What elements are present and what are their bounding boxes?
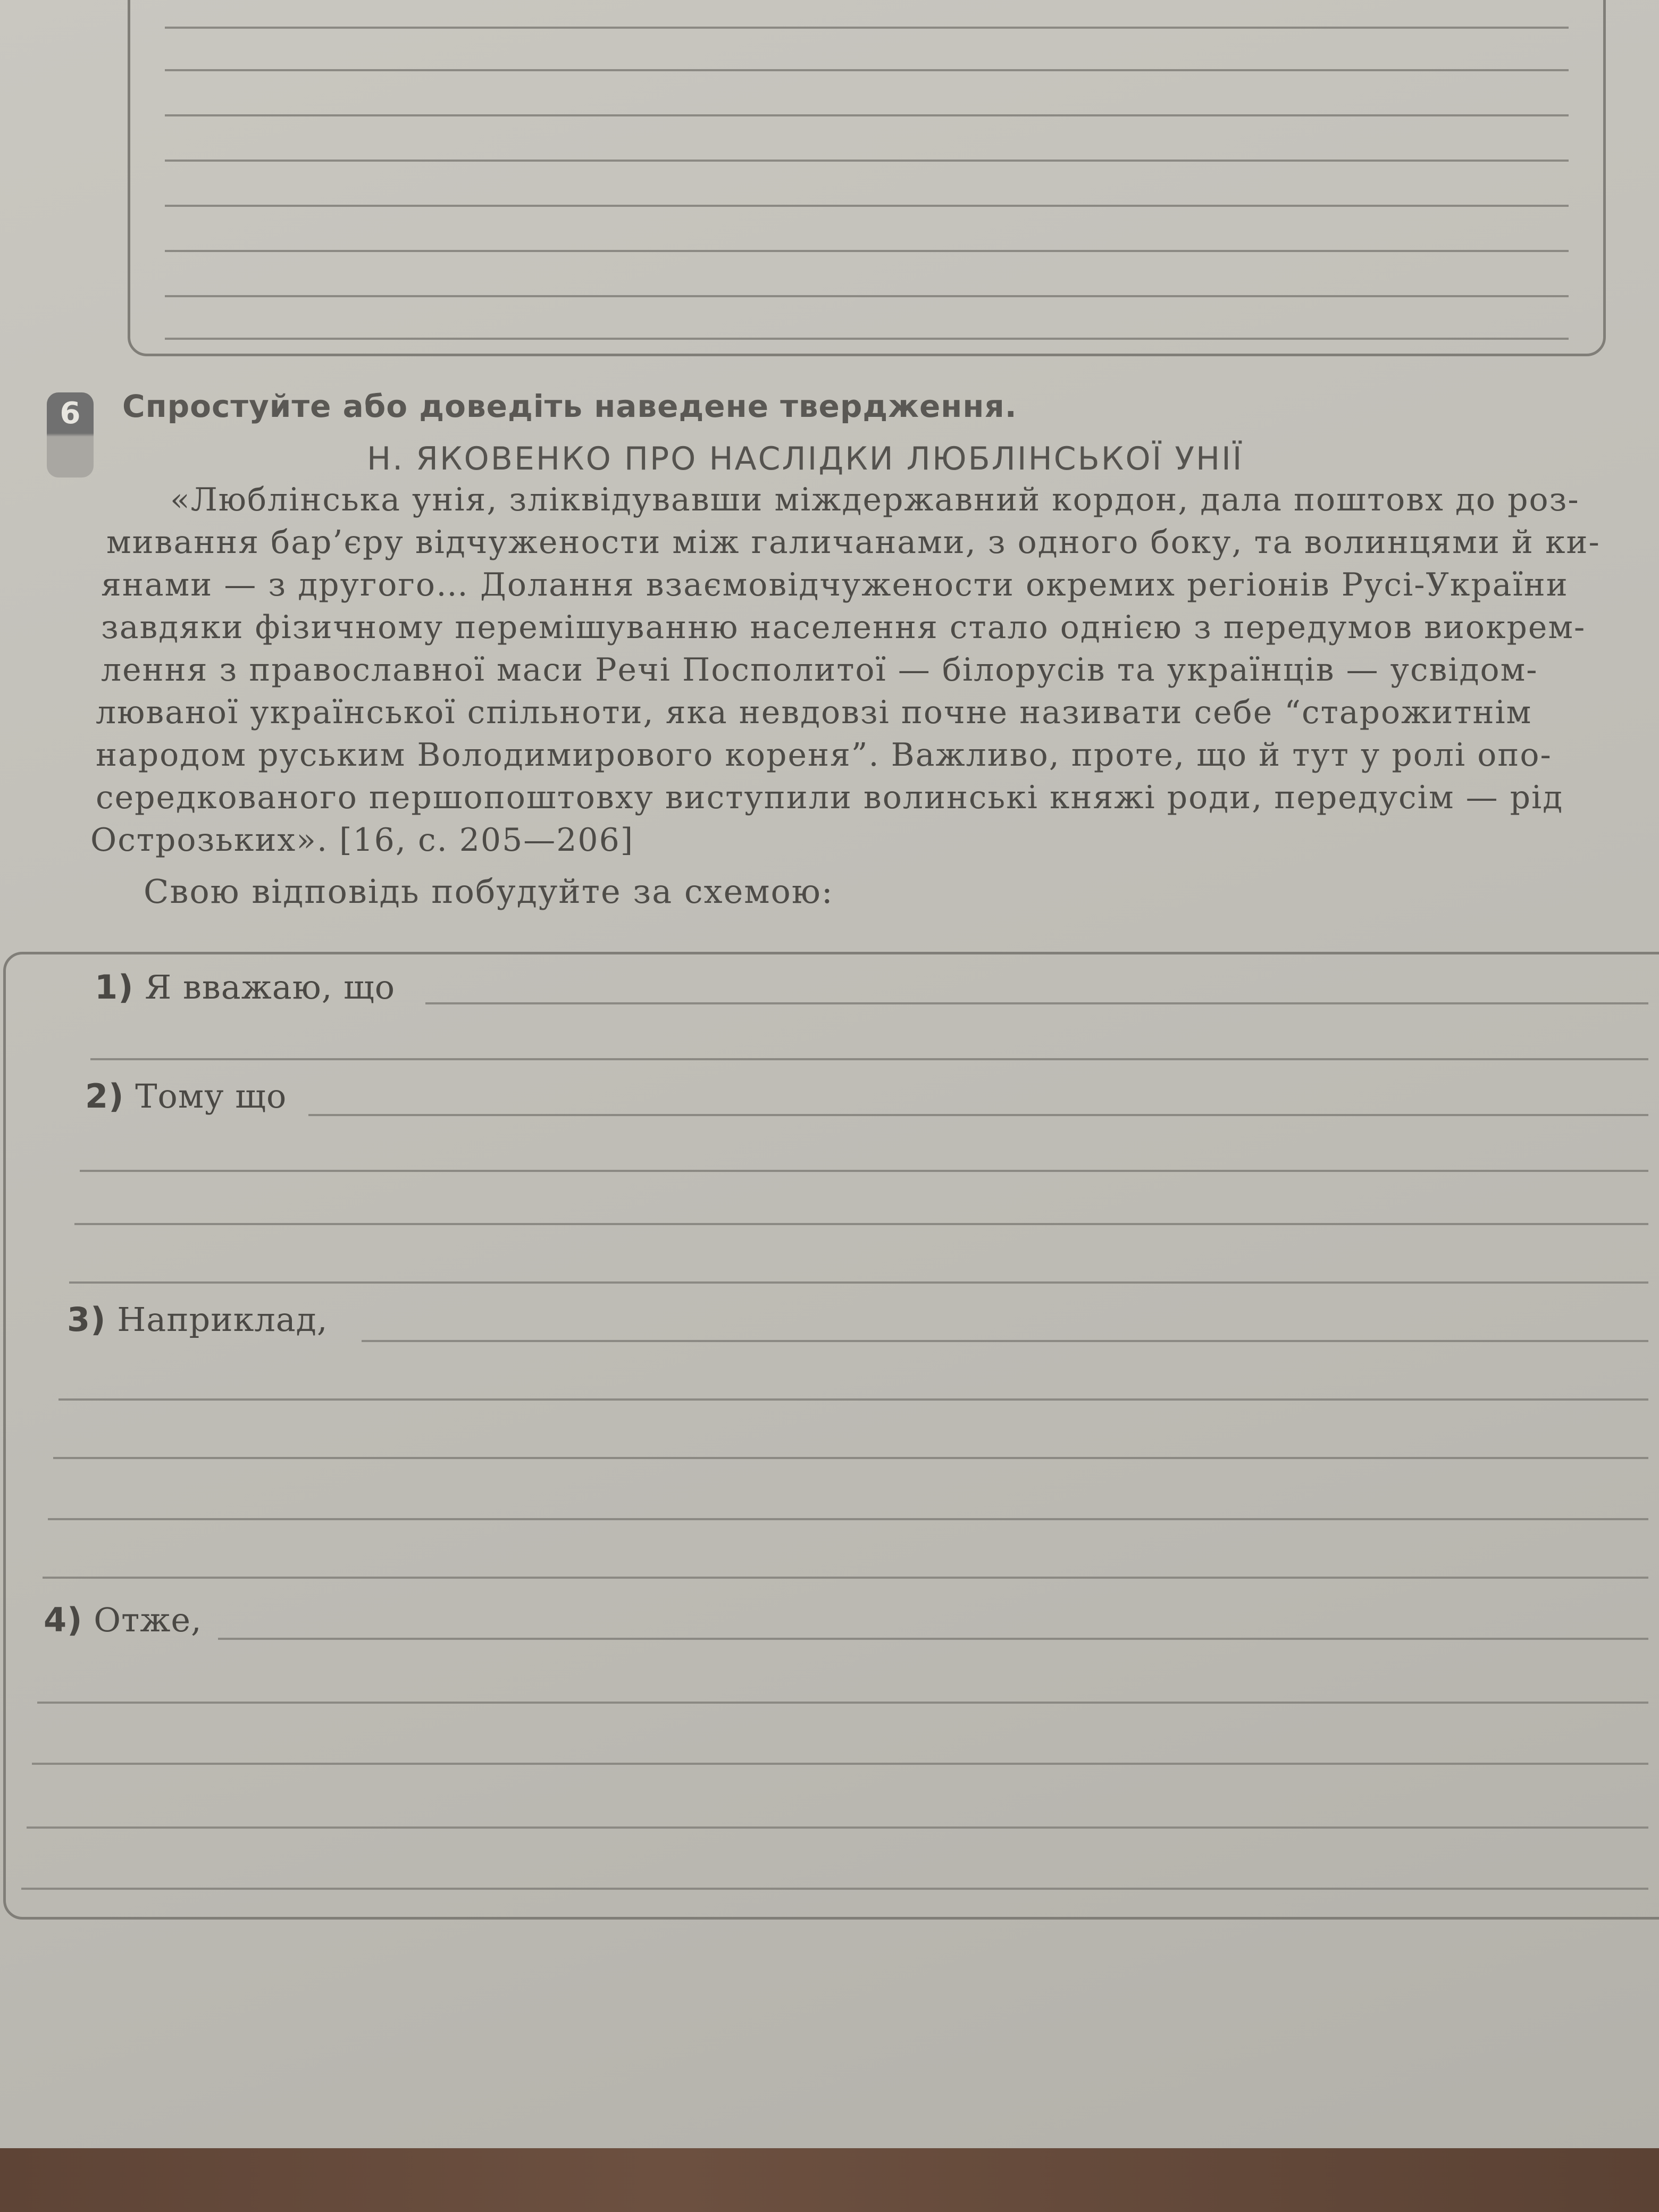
answer-line[interactable]	[90, 1058, 1648, 1060]
quote-line: янами — з другого… Долання взаємовідчужености окремих регіонів Русі-України	[101, 566, 1569, 604]
quote-line: завдяки фізичному перемішуванню населення стало однією з передумов виокрем-	[101, 609, 1586, 646]
answer-line[interactable]	[53, 1457, 1648, 1459]
answer-line	[165, 250, 1569, 252]
task-number-badge	[47, 392, 94, 477]
answer-line[interactable]	[80, 1170, 1648, 1172]
answer-line	[165, 338, 1569, 340]
quote-line: «Люблінська унія, зліквідувавши міждержавний кордон, дала поштовх до роз-	[170, 481, 1580, 518]
answer-line	[165, 114, 1569, 116]
answer-item-3	[67, 1300, 328, 1339]
answer-line[interactable]	[58, 1398, 1648, 1401]
table-surface	[0, 2148, 1659, 2212]
answer-line[interactable]	[362, 1340, 1648, 1342]
answer-item-text: Я вважаю, що	[145, 968, 396, 1007]
answer-item-text: Наприклад,	[117, 1300, 328, 1339]
quote-heading: Н. ЯКОВЕНКО ПРО НАСЛІДКИ ЛЮБЛІНСЬКОЇ УНІЇ	[367, 440, 1244, 477]
answer-line[interactable]	[43, 1577, 1648, 1579]
answer-item-1	[95, 968, 395, 1007]
quote-line: мивання бар’єру відчужености між галичанами, з одного боку, та волинцями й ки-	[106, 524, 1601, 561]
answer-item-number: 1)	[95, 968, 134, 1007]
answer-line	[165, 27, 1569, 29]
quote-line: народом руським Володимирового кореня”. Важливо, проте, що й тут у ролі опо-	[96, 736, 1552, 774]
answer-line[interactable]	[37, 1702, 1648, 1704]
answer-line[interactable]	[425, 1002, 1648, 1004]
answer-line[interactable]	[27, 1826, 1648, 1829]
answer-line[interactable]	[308, 1114, 1648, 1116]
answer-item-number: 4)	[44, 1601, 83, 1639]
quote-line: люваної української спільноти, яка невдовзі почне називати себе “старожитнім	[96, 694, 1532, 731]
answer-item-number: 2)	[85, 1077, 124, 1116]
answer-item-2	[85, 1077, 287, 1116]
answer-line[interactable]	[218, 1638, 1648, 1640]
answer-item-4	[44, 1601, 202, 1639]
previous-answer-box	[128, 0, 1606, 356]
answer-item-text: Тому що	[135, 1077, 287, 1116]
answer-line	[165, 295, 1569, 297]
answer-line[interactable]	[69, 1281, 1648, 1284]
answer-instruction: Свою відповідь побудуйте за схемою:	[144, 872, 834, 911]
answer-line	[165, 205, 1569, 207]
quote-line: Острозьких». [16, с. 205—206]	[90, 822, 634, 859]
answer-line[interactable]	[21, 1888, 1648, 1890]
quote-line: лення з православної маси Речі Посполитої — білорусів та українців — усвідом-	[101, 651, 1538, 689]
answer-item-text: Отже,	[94, 1601, 202, 1639]
answer-line[interactable]	[74, 1223, 1648, 1225]
answer-line	[165, 69, 1569, 71]
answer-line[interactable]	[32, 1763, 1648, 1765]
task-number: 6	[60, 396, 81, 431]
task-title: Спростуйте або доведіть наведене твердження.	[122, 388, 1017, 424]
answer-line[interactable]	[48, 1518, 1648, 1520]
answer-line	[165, 160, 1569, 162]
answer-item-number: 3)	[67, 1300, 106, 1339]
quote-line: середкованого першопоштовху виступили волинські княжі роди, передусім — рід	[96, 779, 1564, 816]
